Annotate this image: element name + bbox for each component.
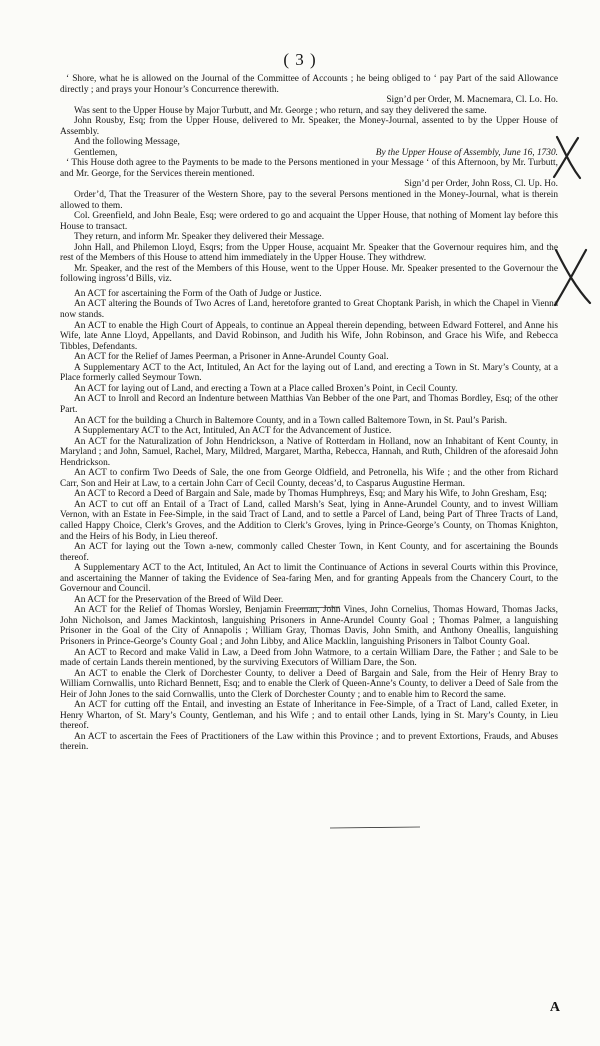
act-entry: An ACT for cutting off the Entail, and investing an Estate of Inheritance in Fee-Simple, of a Tract of Land, called Exeter, in Henry Wharton, of St. Mary’s County, Gentleman, and his Wife ; and to entail other Lands, lying in St. Mary’s County, in Lieu thereof. bbox=[60, 700, 558, 732]
page-number: ( 3 ) bbox=[283, 50, 317, 69]
paragraph: Order’d, That the Treasurer of the Western Shore, pay to the several Persons mentioned in the Money-Journal, what is therein allowed to them. bbox=[60, 190, 558, 211]
act-entry: An ACT for the Relief of James Peerman, a Prisoner in Anne-Arundel County Goal. bbox=[74, 352, 389, 363]
paragraph: ‘ Shore, what he is allowed on the Journal of the Committee of Accounts ; he being obliged to ‘ pay Part of the said Allowance directly ; and prays your Honour’s Concurrence therewith. bbox=[60, 74, 558, 95]
act-entry: An ACT to enable the Clerk of Dorchester County, to deliver a Deed of Bargain and Sale, from the Heir of Henry Bray to William Cornwallis, unto Richard Bennett, Esq; and to enable the Clerk of Queen-Anne’s County, to deliver a Deed of Sale from the Heir of John Jones to the said Cornwallis, unto the Clerk of Dorchester County ; and to enable him to Record the same. bbox=[60, 668, 558, 700]
act-entry: An ACT to ascertain the Fees of Practitioners of the Law within this Province ; and to prevent Extortions, Frauds, and Abuses therein. bbox=[60, 731, 558, 753]
margin-x-mark-2 bbox=[556, 250, 590, 303]
paragraph: Mr. Speaker, and the rest of the Members of this House, went to the Upper House. Mr. Speaker presented to the Governour the following ingross’d Bills, viz. bbox=[60, 263, 558, 285]
paragraph: And the following Message, bbox=[74, 137, 180, 148]
act-entry: An ACT to Inroll and Record an Indenture between Matthias Van Bebber of the one Part, and Thomas Bordley, Esq; of the other Part. bbox=[60, 394, 558, 415]
act-entry: An ACT for the Preservation of the Breed of Wild Deer. bbox=[74, 594, 284, 605]
paragraph: John Hall, and Philemon Lloyd, Esqrs; from the Upper House, acquaint Mr. Speaker that the Governour requires him, and the rest of the Members of this House to attend him immediately in the Upper House. They withdrew. bbox=[60, 242, 558, 264]
act-entry: A Supplementary ACT to the Act, Intituled, An Act to limit the Continuance of Actions in several Courts within this Province, and ascertaining the Manner of taking the Evidence of Sea-faring Men, and for granting Appeals from the Chancery Court, to the Governour and Council. bbox=[60, 563, 558, 595]
paragraph: Col. Greenfield, and John Beale, Esq; were ordered to go and acquaint the Upper House, that nothing of Moment lay before this House to transact. bbox=[60, 211, 558, 232]
paragraph: Sign’d per Order, John Ross, Cl. Up. Ho. bbox=[404, 179, 558, 190]
paragraph bbox=[60, 148, 558, 159]
act-entry: A Supplementary ACT to the Act, Intituled, An ACT for the Advancement of Justice. bbox=[74, 426, 392, 437]
margin-x-mark-2b bbox=[555, 250, 586, 305]
act-entry: A Supplementary ACT to the Act, Intituled, An Act for the laying out of Land, and erecting a Town in St. Mary’s County, at a Place formerly called Seymour Town. bbox=[60, 362, 558, 384]
document-body bbox=[60, 74, 558, 753]
paragraph: John Rousby, Esq; from the Upper House, delivered to Mr. Speaker, the Money-Journal, assented to by the Upper House of Assembly. bbox=[60, 116, 558, 137]
paragraph: Sign’d per Order, M. Macnemara, Cl. Lo. Ho. bbox=[386, 95, 558, 106]
act-entry: An ACT to Record a Deed of Bargain and Sale, made by Thomas Humphreys, Esq; and Mary his Wife, to John Gresham, Esq; bbox=[74, 489, 547, 500]
act-entry: An ACT altering the Bounds of Two Acres of Land, heretofore granted to Great Choptank Parish, in which the Chapel in Vienna now stands. bbox=[60, 299, 558, 321]
act-entry: An ACT for the Naturalization of John Hendrickson, a Native of Rotterdam in Holland, now an Inhabitant of Kent County, in Maryland ; and John, Samuel, Rachel, Mary, Mildred, Margaret, Martha, Rebecca, Hannah, and Ruth, Children of the aforesaid John Hendrickson. bbox=[60, 436, 558, 468]
underline-marks bbox=[330, 827, 420, 828]
act-entry: An ACT for laying out of Land, and erecting a Town at a Place called Broxen’s Point, in Cecil County. bbox=[74, 383, 458, 394]
act-entry: An ACT for the building a Church in Baltemore County, and in a Town called Baltemore Town, in St. Paul’s Parish. bbox=[74, 415, 508, 426]
margin-x-mark-1 bbox=[557, 137, 580, 178]
act-entry: An ACT to cut off an Entail of a Tract of Land, called Marsh’s Seat, lying in Anne-Arundel County, and to invest William Vernon, with an Estate in Fee-Simple, in the said Tract of Land, and to settle a Parcel of Land, being Part of Three Tracts of Land, called Happy Choice, Clerk’s Groves, and the Addition to Clerk’s Groves, lying in Prince-George’s County, on Thomas Knighton, and the Heirs of his Body, in Lieu thereof. bbox=[60, 499, 558, 542]
act-entry: An ACT for laying out the Town a-new, commonly called Chester Town, in Kent County, and for ascertaining the Bounds thereof. bbox=[60, 542, 558, 563]
catchword: A bbox=[549, 1000, 560, 1015]
paragraph: They return, and inform Mr. Speaker they delivered their Message. bbox=[74, 232, 325, 243]
paragraph: ‘ This House doth agree to the Payments to be made to the Persons mentioned in your Message ‘ of this Afternoon, by Mr. Turbutt, and Mr. George, for the Services therein mentioned. bbox=[60, 158, 558, 179]
act-entry: An ACT for the Relief of Thomas Worsley, Benjamin Freeman, John Vines, John Cornelius, Thomas Howard, Thomas Jacks, John Nicholson, and James Mackintosh, languishing Prisoners in Anne-Arundel County Goal ; Thomas Palmer, a languishing Prisoner in the Goal of the City of Annapolis ; William Gray, Thomas Davis, John Smith, and Anthony Oneallis, languishing Prisoners in Prince-George’s County Goal ; and John Libby, and Alice Macklin, languishing Prisoners in Talbot County Goal. bbox=[60, 605, 558, 647]
dateline-right: By the Upper House of Assembly, June 16, 1730. bbox=[375, 147, 558, 158]
paragraph: Was sent to the Upper House by Major Turbutt, and Mr. George ; who return, and say they delivered the same. bbox=[74, 105, 487, 116]
act-entry: An ACT to confirm Two Deeds of Sale, the one from George Oldfield, and Petronella, his Wife ; and the other from Richard Carr, Son and Heir at Law, to a certain John Carr of Cecil County, deceas’d, to Casparus Augustine Herman. bbox=[60, 468, 558, 489]
salutation: Gentlemen, bbox=[74, 147, 118, 158]
act-entry: An ACT to Record and make Valid in Law, a Deed from John Watmore, to a certain William Dare, the Father ; and Sale to be made of certain Lands therein mentioned, by the surviving Executors of William Dare, the Son. bbox=[60, 647, 558, 669]
act-entry: An ACT for ascertaining the Form of the Oath of Judge or Justice. bbox=[74, 288, 322, 299]
act-entry: An ACT to enable the High Court of Appeals, to continue an Appeal therein depending, between Edward Fotterel, and Anne his Wife, late Anne Lloyd, Appellants, and David Robinson, and Judith his Wife, John Robinson, and Grace his Wife, and Rebecca Tibbles, Defendants. bbox=[60, 320, 558, 352]
